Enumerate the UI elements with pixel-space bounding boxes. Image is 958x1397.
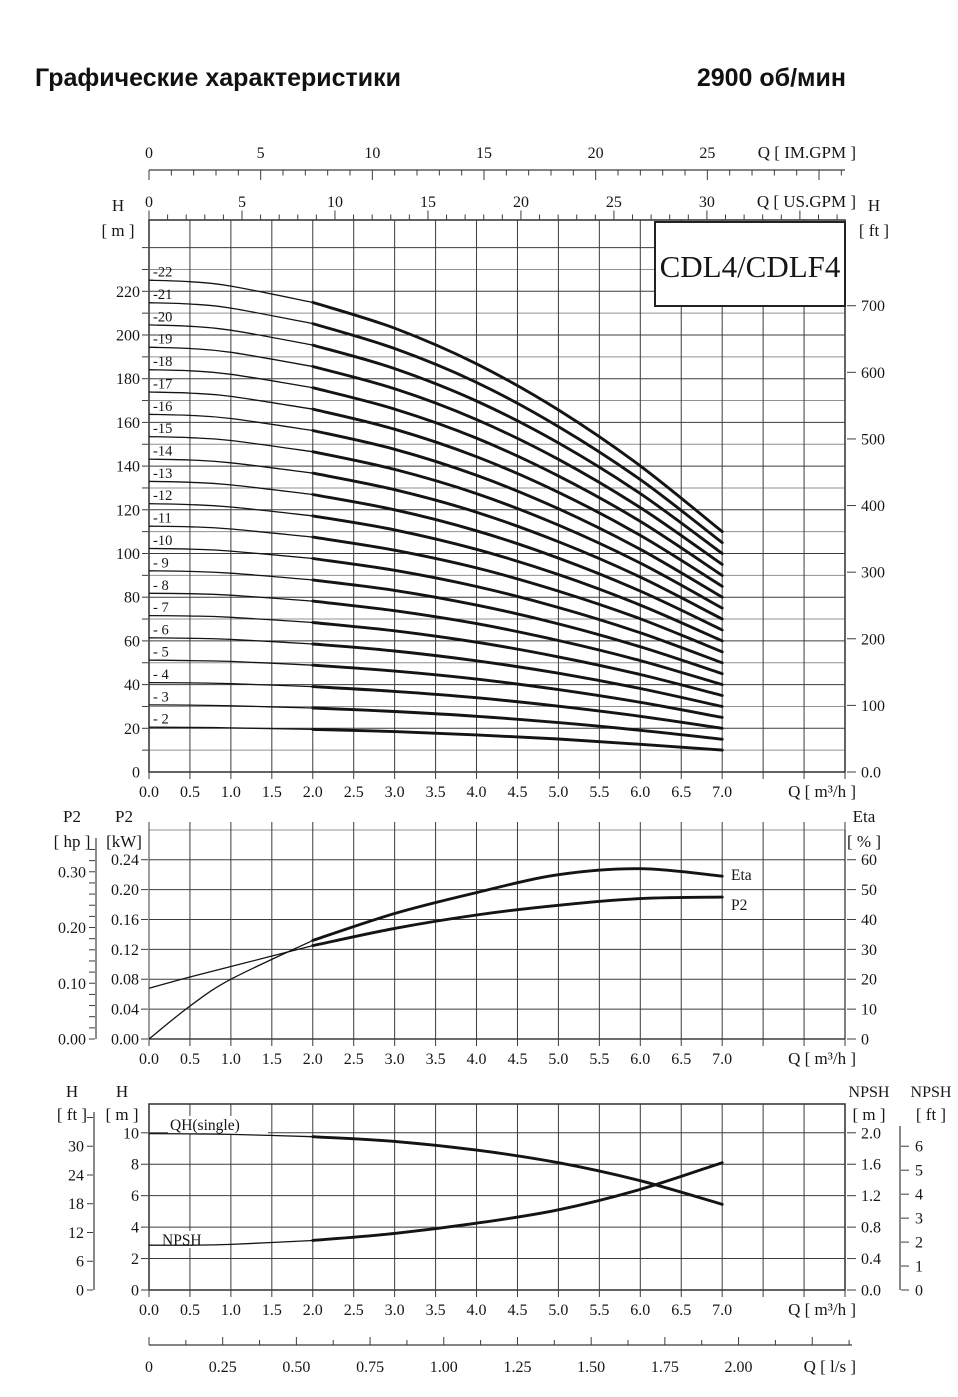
- tick-label: 2.00: [724, 1359, 753, 1376]
- tick-label: 4: [915, 1186, 923, 1204]
- tick-label: 600: [861, 364, 885, 382]
- tick-label: 6.5: [671, 1051, 692, 1068]
- y-npshft-unit: [ ft ]: [915, 1105, 947, 1124]
- y-npshm-unit: [ m ]: [852, 1105, 886, 1124]
- curve-label-stage13: -13: [153, 465, 173, 482]
- tick-label: 220: [116, 283, 140, 301]
- axis-ls: [145, 1337, 856, 1376]
- curve-label-stage16: -16: [153, 398, 173, 415]
- curve-label-stage20: -20: [153, 309, 173, 326]
- curve-label-stage12: -12: [153, 488, 173, 505]
- curve-label-stage22: -22: [153, 264, 173, 281]
- tick-label: 60: [124, 633, 140, 651]
- curve-label-stage10: -10: [153, 532, 173, 549]
- tick-label: 6: [131, 1188, 139, 1206]
- tick-label: 1.2: [861, 1188, 881, 1206]
- y-left-title: H: [111, 196, 125, 215]
- tick-label: 1.5: [261, 784, 282, 801]
- y-npshft-title: NPSH: [910, 1084, 952, 1101]
- y-eta-unit: [ % ]: [847, 832, 881, 851]
- model-box: [655, 222, 845, 306]
- tick-label: 1.50: [577, 1359, 606, 1376]
- y-hp-unit: [ hp ]: [53, 832, 91, 851]
- tick-label: 160: [116, 414, 140, 432]
- curve-label-stage3: - 3: [153, 689, 169, 706]
- tick-label: 60: [861, 852, 877, 870]
- tick-label: 0.0: [139, 1302, 159, 1319]
- tick-label: 500: [861, 431, 885, 449]
- tick-label: 4.5: [507, 1302, 528, 1319]
- tick-label: 10: [861, 1001, 877, 1019]
- curve-label-stage14: -14: [153, 443, 173, 460]
- axis-label-m3h-3: Q [ m³/h ]: [788, 1300, 856, 1319]
- y-eta-title: Eta: [852, 807, 876, 826]
- tick-label: 1.0: [220, 1051, 241, 1068]
- tick-label: 10: [364, 145, 381, 162]
- tick-label: 0.4: [861, 1251, 881, 1269]
- tick-label: 5.5: [589, 1051, 610, 1068]
- eta-curve-label: Eta: [731, 867, 752, 884]
- tick-label: 100: [116, 546, 140, 563]
- tick-label: 2: [131, 1251, 139, 1269]
- tick-label: 1.5: [261, 1302, 282, 1319]
- tick-label: 5.0: [548, 784, 569, 801]
- axis-im-gpm: [145, 143, 856, 180]
- tick-label: 20: [861, 971, 877, 989]
- tick-label: 2.0: [861, 1125, 881, 1143]
- tick-label: 700: [861, 298, 885, 316]
- curve-label-stage2: - 2: [153, 711, 169, 728]
- tick-label: 0: [861, 1031, 869, 1049]
- axis-label-us-gpm: Q [ US.GPM ]: [756, 192, 856, 211]
- tick-label: 0.24: [111, 852, 139, 870]
- tick-label: 0: [145, 194, 153, 211]
- tick-label: 20: [587, 145, 604, 162]
- tick-label: 8: [131, 1156, 139, 1174]
- tick-label: 12: [68, 1224, 84, 1242]
- tick-label: 5: [915, 1162, 923, 1180]
- p2-curve-label: P2: [731, 897, 748, 914]
- tick-label: 0.0: [139, 1051, 159, 1068]
- tick-label: 4.0: [466, 784, 487, 801]
- tick-label: 5.5: [589, 1302, 610, 1319]
- power-chart-x-axis: [139, 1049, 856, 1068]
- tick-label: 80: [124, 589, 140, 607]
- qh-single-label: QH(single): [170, 1117, 240, 1134]
- tick-label: 0.16: [111, 911, 139, 929]
- tick-label: 0.10: [58, 975, 86, 993]
- curve-label-stage17: -17: [153, 376, 173, 393]
- tick-label: 0.00: [111, 1031, 139, 1049]
- y-kw-title: P2: [115, 807, 133, 826]
- tick-label: 6.5: [671, 784, 692, 801]
- tick-label: 2.5: [343, 1051, 364, 1068]
- npsh-chart-x-axis: [139, 1300, 856, 1319]
- tick-label: 4.0: [466, 1051, 487, 1068]
- tick-label: 400: [861, 498, 885, 516]
- y-hft-title: H: [65, 1082, 79, 1101]
- tick-label: 1.00: [429, 1359, 458, 1376]
- tick-label: 180: [116, 371, 140, 389]
- tick-label: 20: [124, 720, 140, 738]
- curve-label-stage5: - 5: [153, 644, 169, 661]
- npsh-chart-y-npshft: [900, 1084, 952, 1300]
- y-kw-unit: [kW]: [106, 832, 142, 851]
- tick-label: 2.5: [343, 784, 364, 801]
- tick-label: 3: [915, 1210, 923, 1228]
- tick-label: 6.0: [630, 784, 651, 801]
- tick-label: 3.0: [384, 784, 405, 801]
- tick-label: 18: [68, 1196, 84, 1214]
- tick-label: 5: [256, 145, 265, 162]
- tick-label: 6: [76, 1253, 84, 1271]
- y-hft-unit: [ ft ]: [56, 1105, 88, 1124]
- tick-label: 10: [326, 194, 343, 211]
- tick-label: 1.75: [650, 1359, 679, 1376]
- tick-label: 0.25: [208, 1359, 237, 1376]
- tick-label: 5.0: [548, 1302, 569, 1319]
- tick-label: 30: [861, 941, 877, 959]
- tick-label: 0.75: [356, 1359, 385, 1376]
- tick-label: 4.5: [507, 1051, 528, 1068]
- tick-label: 15: [419, 194, 436, 211]
- tick-label: 0.12: [111, 941, 139, 959]
- axis-label-m3h-1: Q [ m³/h ]: [788, 782, 856, 801]
- y-left-unit: [ m ]: [101, 221, 135, 240]
- power-chart-curves: [149, 867, 752, 1039]
- tick-label: 5.5: [589, 784, 610, 801]
- y-right-title: H: [867, 196, 881, 215]
- curve-label-stage18: -18: [153, 354, 173, 371]
- head-chart-y-right: [847, 196, 889, 782]
- tick-label: 200: [116, 327, 140, 345]
- power-chart-y-eta: [847, 807, 881, 1049]
- tick-label: 5.0: [548, 1051, 569, 1068]
- npsh-label: NPSH: [162, 1232, 202, 1249]
- tick-label: 3.5: [425, 1302, 446, 1319]
- tick-label: 0.0: [861, 764, 881, 782]
- power-chart-grid: [149, 822, 845, 1046]
- tick-label: 0: [132, 764, 140, 782]
- y-hm-unit: [ m ]: [105, 1105, 139, 1124]
- tick-label: 3.0: [384, 1051, 405, 1068]
- tick-label: 0.8: [861, 1219, 881, 1237]
- head-chart-x-axis: [139, 782, 856, 801]
- tick-label: 1.0: [220, 1302, 241, 1319]
- curve-label-stage21: -21: [153, 287, 173, 304]
- tick-label: 0.0: [139, 784, 159, 801]
- tick-label: 3.5: [425, 784, 446, 801]
- curve-label-stage9: - 9: [153, 555, 169, 572]
- tick-label: 6.0: [630, 1302, 651, 1319]
- tick-label: 4.0: [466, 1302, 487, 1319]
- axis-label-im-gpm: Q [ IM.GPM ]: [757, 143, 856, 162]
- tick-label: 0.20: [58, 920, 86, 938]
- tick-label: 300: [861, 564, 885, 582]
- axis-us-gpm: [145, 192, 856, 220]
- tick-label: 0: [145, 1359, 153, 1376]
- tick-label: 120: [116, 502, 140, 520]
- tick-label: 10: [123, 1125, 139, 1143]
- tick-label: 0: [145, 145, 153, 162]
- tick-label: 0.5: [179, 1302, 200, 1319]
- tick-label: 1.6: [861, 1156, 881, 1174]
- tick-label: 0.5: [179, 784, 200, 801]
- tick-label: 3.5: [425, 1051, 446, 1068]
- tick-label: 1.5: [261, 1051, 282, 1068]
- tick-label: 0: [76, 1282, 84, 1300]
- tick-label: 4: [131, 1219, 139, 1237]
- curve-label-stage15: -15: [153, 421, 173, 438]
- tick-label: 7.0: [712, 1302, 733, 1319]
- tick-label: 5: [237, 194, 246, 211]
- tick-label: 2.0: [302, 1051, 323, 1068]
- tick-label: 0: [131, 1282, 139, 1300]
- tick-label: 2.0: [302, 784, 323, 801]
- tick-label: 40: [861, 911, 877, 929]
- tick-label: 25: [605, 194, 622, 211]
- npsh-chart-y-hm: [105, 1082, 148, 1300]
- tick-label: 2: [915, 1234, 923, 1252]
- curve-label-stage19: -19: [153, 331, 173, 348]
- tick-label: 200: [861, 631, 885, 649]
- tick-label: 140: [116, 458, 140, 476]
- tick-label: 30: [68, 1138, 84, 1156]
- curve-label-stage6: - 6: [153, 622, 169, 639]
- tick-label: 6: [915, 1138, 923, 1156]
- tick-label: 0: [915, 1282, 923, 1300]
- tick-label: 0.50: [282, 1359, 311, 1376]
- power-chart-y-kw: [106, 807, 148, 1049]
- y-npshm-title: NPSH: [848, 1084, 890, 1101]
- axis-label-m3h-2: Q [ m³/h ]: [788, 1049, 856, 1068]
- page-title: Графические характеристики: [35, 64, 402, 92]
- power-chart-y-hp: [54, 807, 96, 1049]
- tick-label: 0.04: [111, 1001, 139, 1019]
- curve-label-stage7: - 7: [153, 600, 169, 617]
- tick-label: 0.00: [58, 1031, 86, 1049]
- tick-label: 6.5: [671, 1302, 692, 1319]
- tick-label: 1.25: [503, 1359, 532, 1376]
- npsh-chart-y-hft: [57, 1082, 94, 1300]
- tick-label: 2.0: [302, 1302, 323, 1319]
- curve-label-stage11: -11: [153, 510, 172, 527]
- tick-label: 40: [124, 677, 140, 695]
- y-hp-title: P2: [63, 807, 81, 826]
- tick-label: 50: [861, 882, 877, 900]
- tick-label: 7.0: [712, 784, 733, 801]
- tick-label: 0.30: [58, 864, 86, 882]
- npsh-chart-y-npshm: [847, 1084, 890, 1300]
- speed-label: 2900 об/мин: [696, 64, 846, 92]
- tick-label: 0.08: [111, 971, 139, 989]
- tick-label: 7.0: [712, 1051, 733, 1068]
- curve-label-stage8: - 8: [153, 577, 169, 594]
- head-chart-y-left: [101, 196, 140, 782]
- curve-label-stage4: - 4: [153, 667, 169, 684]
- tick-label: 0.20: [111, 882, 139, 900]
- axis-label-ls: Q [ l/s ]: [803, 1357, 856, 1376]
- tick-label: 3.0: [384, 1302, 405, 1319]
- tick-label: 100: [861, 697, 885, 715]
- tick-label: 4.5: [507, 784, 528, 801]
- tick-label: 2.5: [343, 1302, 364, 1319]
- y-right-unit: [ ft ]: [858, 221, 890, 240]
- tick-label: 24: [68, 1167, 84, 1185]
- tick-label: 20: [512, 194, 529, 211]
- y-hm-title: H: [115, 1082, 129, 1101]
- tick-label: 6.0: [630, 1051, 651, 1068]
- tick-label: 0.0: [861, 1282, 881, 1300]
- tick-label: 1.0: [220, 784, 241, 801]
- tick-label: 0.5: [179, 1051, 200, 1068]
- model-label: CDL4/CDLF4: [659, 249, 841, 284]
- tick-label: 15: [476, 145, 493, 162]
- tick-label: 25: [699, 145, 716, 162]
- tick-label: 30: [698, 194, 715, 211]
- tick-label: 1: [915, 1258, 923, 1276]
